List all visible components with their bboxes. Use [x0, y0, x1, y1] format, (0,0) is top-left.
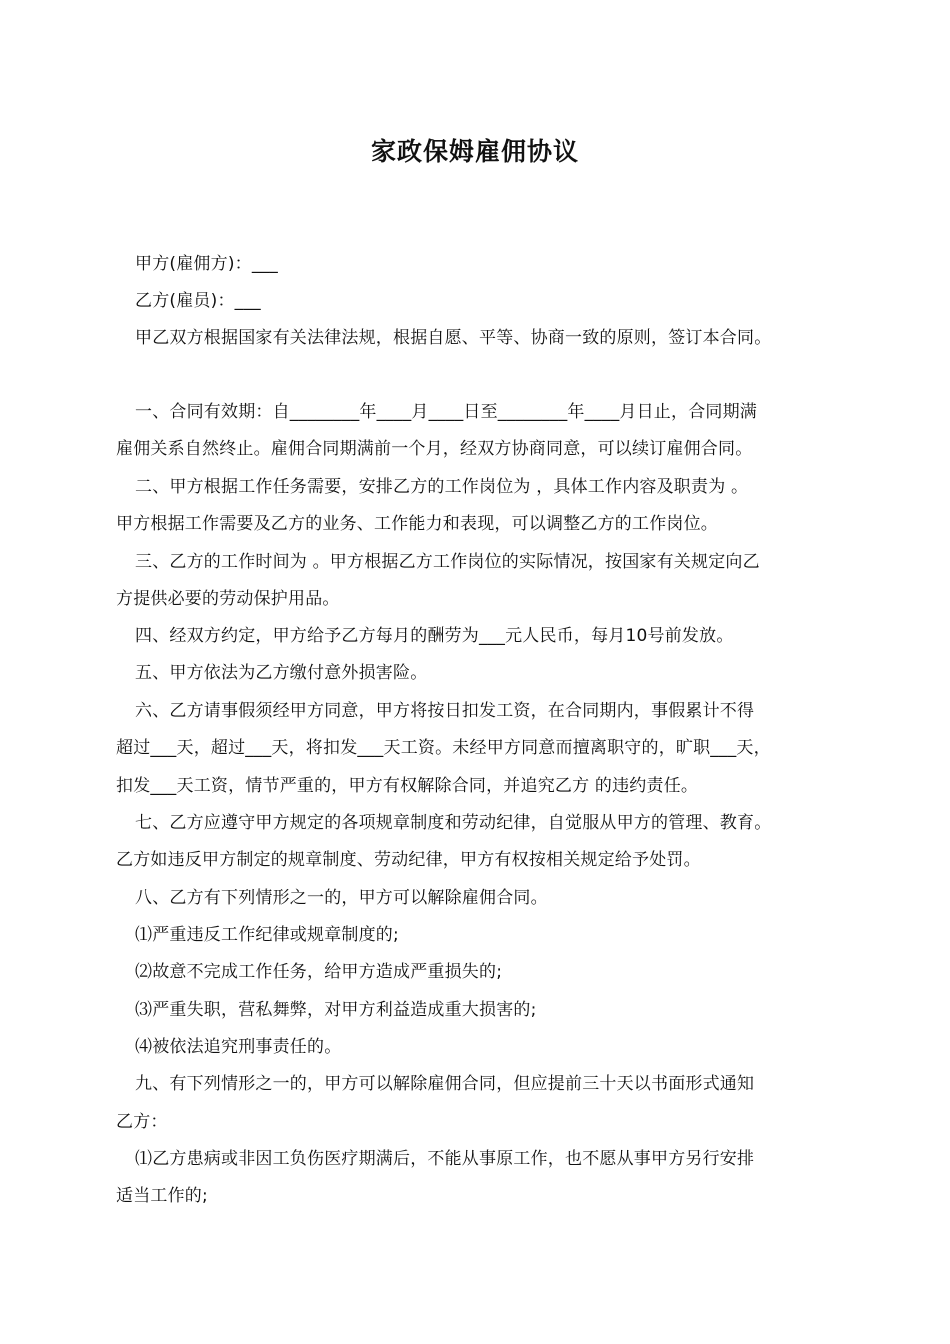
- party-b-line: 乙方(雇员)：___: [135, 291, 261, 311]
- clause-6-line-3: 扣发___天工资，情节严重的，甲方有权解除合同，并追究乙方 的违约责任。: [116, 776, 699, 796]
- clause-9-item-1-line-1: ⑴乙方患病或非因工负伤医疗期满后，不能从事原工作，也不愿从事甲方另行安排: [135, 1149, 755, 1169]
- clause-3-line-2: 方提供必要的劳动保护用品。: [116, 589, 340, 609]
- clause-7-line-1: 七、乙方应遵守甲方规定的各项规章制度和劳动纪律，自觉服从甲方的管理、教育。: [135, 813, 772, 833]
- clause-7-line-2: 乙方如违反甲方制定的规章制度、劳动纪律，甲方有权按相关规定给予处罚。: [116, 850, 701, 870]
- clause-9-line-2: 乙方：: [116, 1112, 168, 1132]
- clause-9-line-1: 九、有下列情形之一的，甲方可以解除雇佣合同，但应提前三十天以书面形式通知: [135, 1074, 755, 1094]
- clause-9-item-1-line-2: 适当工作的;: [116, 1186, 208, 1206]
- clause-1-line-2: 雇佣关系自然终止。雇佣合同期满前一个月，经双方协商同意，可以续订雇佣合同。: [116, 439, 753, 459]
- preamble-line: 甲乙双方根据国家有关法律法规，根据自愿、平等、协商一致的原则，签订本合同。: [135, 328, 772, 348]
- clause-6-line-1: 六、乙方请事假须经甲方同意，甲方将按日扣发工资，在合同期内，事假累计不得: [135, 701, 755, 721]
- clause-6-line-2: 超过___天，超过___天，将扣发___天工资。未经甲方同意而擅离职守的，旷职___天，: [116, 738, 771, 758]
- clause-8-item-2: ⑵故意不完成工作任务，给甲方造成严重损失的;: [135, 962, 503, 982]
- clause-2-line-1: 二、甲方根据工作任务需要，安排乙方的工作岗位为 ，具体工作内容及职责为 。: [135, 477, 749, 497]
- clause-3-line-1: 三、乙方的工作时间为 。甲方根据乙方工作岗位的实际情况，按国家有关规定向乙: [135, 552, 760, 572]
- clause-4-line: 四、经双方约定，甲方给予乙方每月的酬劳为___元人民币，每月10号前发放。: [135, 626, 734, 646]
- clause-8-item-1: ⑴严重违反工作纪律或规章制度的;: [135, 925, 399, 945]
- clause-8-item-4: ⑷被依法追究刑事责任的。: [135, 1037, 342, 1057]
- clause-8-line: 八、乙方有下列情形之一的，甲方可以解除雇佣合同。: [135, 888, 548, 908]
- clause-8-item-3: ⑶严重失职，营私舞弊，对甲方利益造成重大损害的;: [135, 1000, 537, 1020]
- clause-1-line-1: 一、合同有效期：自________年____月____日至________年____月日止，合同期满: [135, 402, 757, 422]
- clause-5-line: 五、甲方依法为乙方缴付意外损害险。: [135, 663, 428, 683]
- document-title: 家政保姆雇佣协议: [370, 137, 579, 166]
- party-a-line: 甲方(雇佣方)：___: [135, 254, 278, 274]
- clause-2-line-2: 甲方根据工作需要及乙方的业务、工作能力和表现，可以调整乙方的工作岗位。: [116, 514, 718, 534]
